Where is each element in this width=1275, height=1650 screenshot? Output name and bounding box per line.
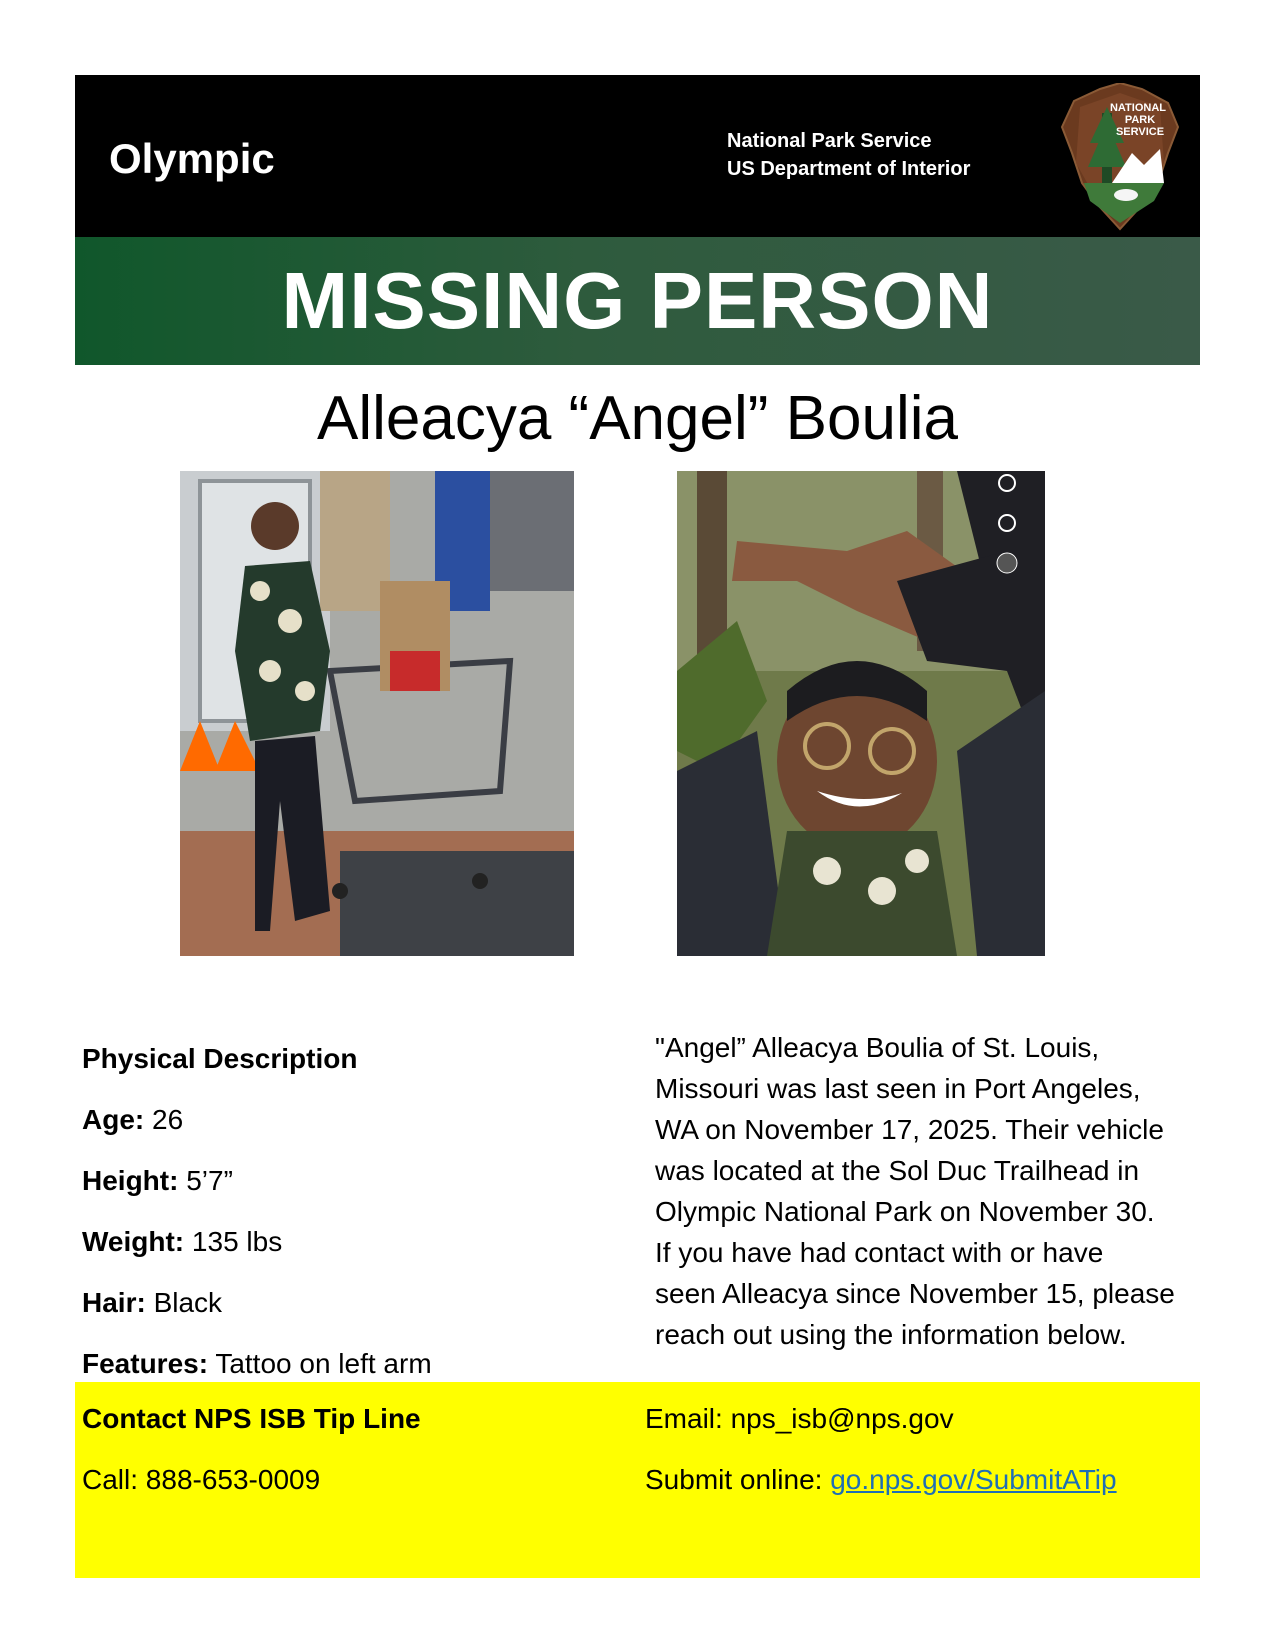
agency-block [727, 127, 970, 183]
tip-line-right [645, 1388, 1117, 1510]
banner-title: MISSING PERSON [281, 256, 994, 345]
age-row [82, 1089, 642, 1150]
physical-description [82, 1028, 642, 1394]
person-name: Alleacya “Angel” Boulia [316, 384, 958, 453]
store-surveillance-photo [180, 471, 574, 956]
features-value: Tattoo on left arm [208, 1348, 432, 1379]
summary-line: "Angel” Alleacya Boulia of St. Louis, [655, 1032, 1100, 1063]
summary-line: was located at the Sol Duc Trailhead in [655, 1155, 1140, 1186]
features-label: Features: [82, 1348, 209, 1379]
tip-line-phone: Call: 888-653-0009 [82, 1464, 321, 1495]
logo-text-national: NATIONAL [1109, 102, 1167, 114]
missing-person-banner [75, 237, 1200, 365]
age-label: Age: [82, 1104, 145, 1135]
hair-value: Black [145, 1287, 223, 1318]
hair-row [82, 1272, 642, 1333]
submit-tip-link[interactable]: go.nps.gov/SubmitATip [830, 1464, 1117, 1495]
description-heading: Physical Description [82, 1043, 358, 1074]
weight-row [82, 1211, 642, 1272]
tip-line-left [82, 1388, 421, 1510]
park-name: Olympic [109, 135, 275, 182]
summary-line: reach out using the information below. [655, 1319, 1127, 1350]
forest-selfie-photo [677, 471, 1045, 956]
logo-text-service: SERVICE [1115, 126, 1165, 138]
height-value: 5’7” [178, 1165, 233, 1196]
tip-line-heading: Contact NPS ISB Tip Line [82, 1403, 421, 1434]
agency-name: National Park Service [727, 130, 932, 152]
age-value: 26 [144, 1104, 184, 1135]
weight-value: 135 lbs [184, 1226, 283, 1257]
summary-line: WA on November 17, 2025. Their vehicle [655, 1114, 1164, 1145]
department-name: US Department of Interior [727, 158, 971, 180]
header-bar [75, 75, 1200, 237]
hair-label: Hair: [82, 1287, 146, 1318]
submit-online-label: Submit online: [645, 1464, 831, 1495]
logo-text-park: PARK [1124, 114, 1156, 126]
height-row [82, 1150, 642, 1211]
weight-label: Weight: [82, 1226, 185, 1257]
summary-line: seen Alleacya since November 15, please [655, 1278, 1175, 1309]
tip-line-email: Email: nps_isb@nps.gov [645, 1403, 954, 1434]
case-summary [655, 1027, 1215, 1355]
height-label: Height: [82, 1165, 179, 1196]
summary-line: If you have had contact with or have [655, 1237, 1104, 1268]
summary-line: Missouri was last seen in Port Angeles, [655, 1073, 1141, 1104]
tip-line-box [75, 1382, 1200, 1578]
submit-online-row [645, 1449, 1117, 1510]
nps-arrowhead-logo [1060, 83, 1180, 231]
summary-line: Olympic National Park on November 30. [655, 1196, 1155, 1227]
